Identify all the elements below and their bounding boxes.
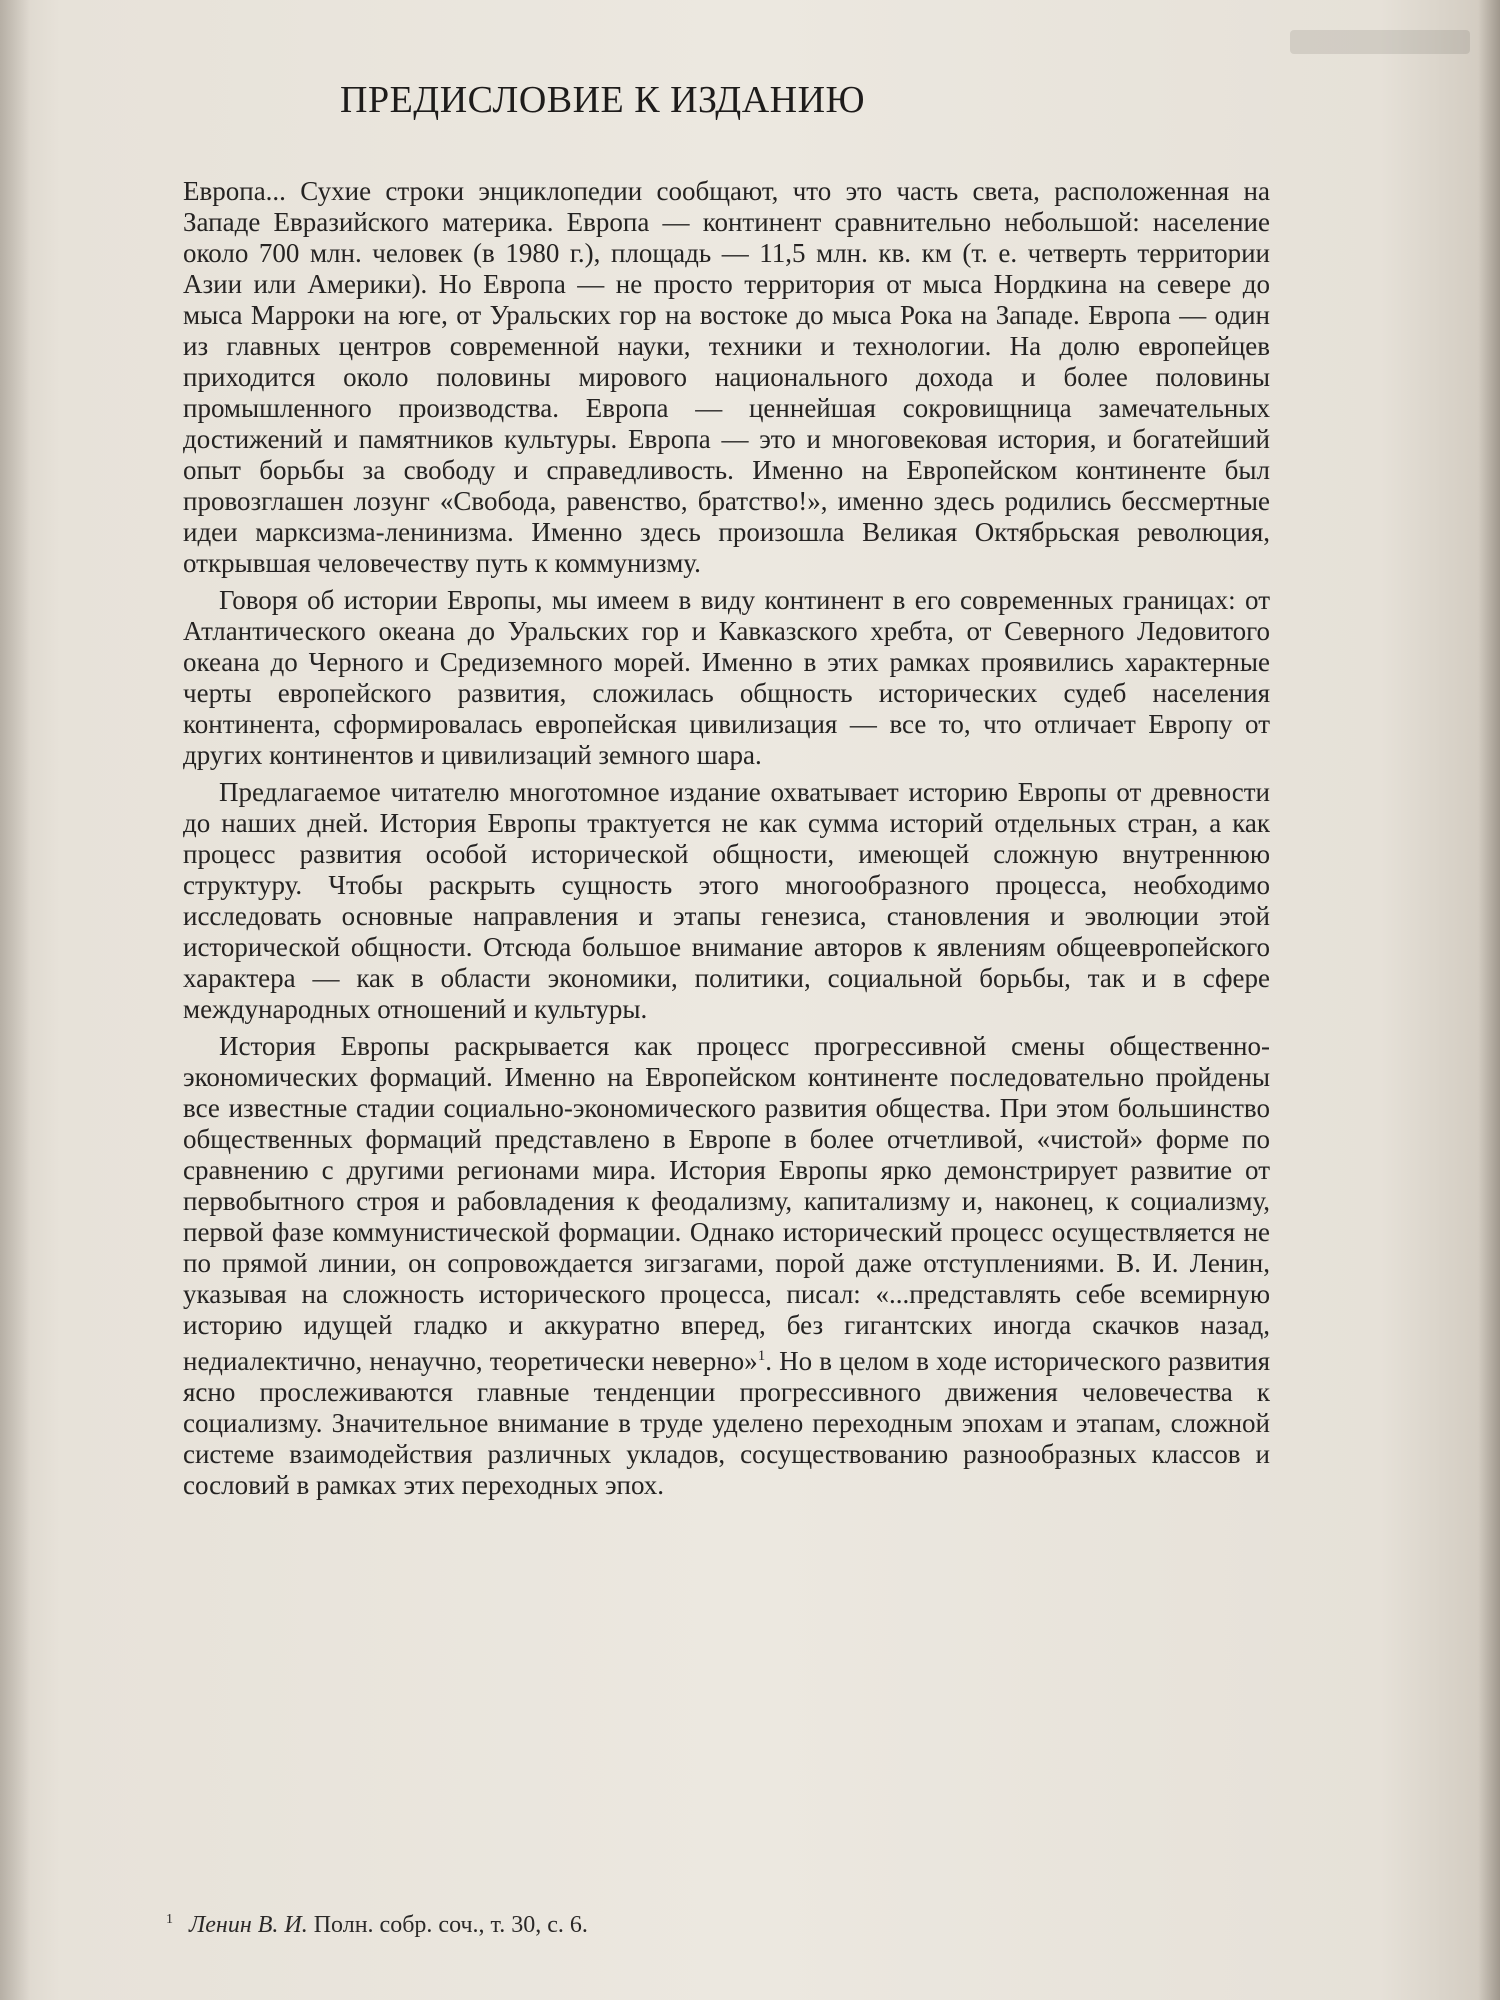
footnote-mark: 1 [166,1912,173,1927]
paragraph-3: Предлагаемое читателю многотомное издание охватывает историю Европы от древности до наших дней. История Европы трактуется не как сумма историй отдельных стран, а как процесс развития особой исторической общности, имеющей сложную внутреннюю структуру. Чтобы раскрыть сущность этого многообразного процесса, необходимо исследовать основные направления и этапы генезиса, становления и эволюции этой исторической общности. Отсюда большое внимание авторов к явлениям общеевропейского характера — как в области экономики, политики, социальной борьбы, так и в сфере международных отношений и культуры. [183,777,1270,1024]
paragraph-1: Европа... Сухие строки энциклопедии сообщают, что это часть света, расположенная на Западе Евразийского материка. Европа — континент сравнительно небольшой: население около 700 млн. человек (в 1980 г.), площадь — 11,5 млн. кв. км (т. е. четверть территории Азии или Америки). Но Европа — не просто территория от мыса Нордкина на севере до мыса Марроки на юге, от Уральских гор на востоке до мыса Рока на Западе. Европа — один из главных центров современной науки, техники и технологии. На долю европейцев приходится около половины мирового национального дохода и более половины промышленного производства. Европа — ценнейшая сокровищница замечательных достижений и памятников культуры. Европа — это и многовековая история, и богатейший опыт борьбы за свободу и справедливость. Именно на Европейском континенте был провозглашен лозунг «Свобода, равенство, братство!», именно здесь родились бессмертные идеи марксизма-ленинизма. Именно здесь произошла Великая Октябрьская революция, открывшая человечеству путь к коммунизму. [183,176,1270,578]
page-edge [1478,0,1500,2000]
paragraph-2: Говоря об истории Европы, мы имеем в виду континент в его современных границах: от Атлантического океана до Уральских гор и Кавказского хребта, от Северного Ледовитого океана до Черного и Средиземного морей. Именно в этих рамках проявились характерные черты европейского развития, сложилась общность исторических судеб населения континента, сформировалась европейская цивилизация — все то, что отличает Европу от других континентов и цивилизаций земного шара. [183,585,1270,770]
paragraph-4-continuation: . Но в целом в ходе исторического развития ясно прослеживаются главные тенденции прогрессивного движения человечества к социализму. Значительное внимание в труде уделено переходным эпохам и этапам, сложной системе взаимодействия различных укладов, сосуществованию разнообразных классов и сословий в рамках этих переходных эпох. [183,1346,1270,1500]
adjacent-page-bleed [1290,30,1470,54]
footnote [166,1912,1066,1939]
footnote-author: Ленин В. И. [189,1912,308,1938]
paragraph-4 [183,1031,1270,1501]
body-text [183,176,1270,1507]
page-title: ПРЕДИСЛОВИЕ К ИЗДАНИЮ [340,79,866,121]
footnote-source: Полн. собр. соч., т. 30, с. 6. [313,1912,588,1938]
footnote-reference: 1 [757,1348,766,1364]
spine-shadow [0,0,30,2000]
paragraph-4-text: История Европы раскрывается как процесс прогрессивной смены общественно-экономических формаций. Именно на Европейском континенте последовательно пройдены все известные стадии социально-экономического развития общества. При этом большинство общественных формаций представлено в Европе в более отчетливой, «чистой» форме по сравнению с другими регионами мира. История Европы ярко демонстрирует развитие от первобытного строя и рабовладения к феодализму, капитализму и, наконец, к социализму, первой фазе коммунистической формации. Однако исторический процесс осуществляется не по прямой линии, он сопровождается зигзагами, порой даже отступлениями. В. И. Ленин, указывая на сложность исторического процесса, писал: «...представлять себе всемирную историю идущей гладко и аккуратно вперед, без гигантских иногда скачков назад, недиалектично, ненаучно, теоретически неверно» [183,1031,1270,1376]
